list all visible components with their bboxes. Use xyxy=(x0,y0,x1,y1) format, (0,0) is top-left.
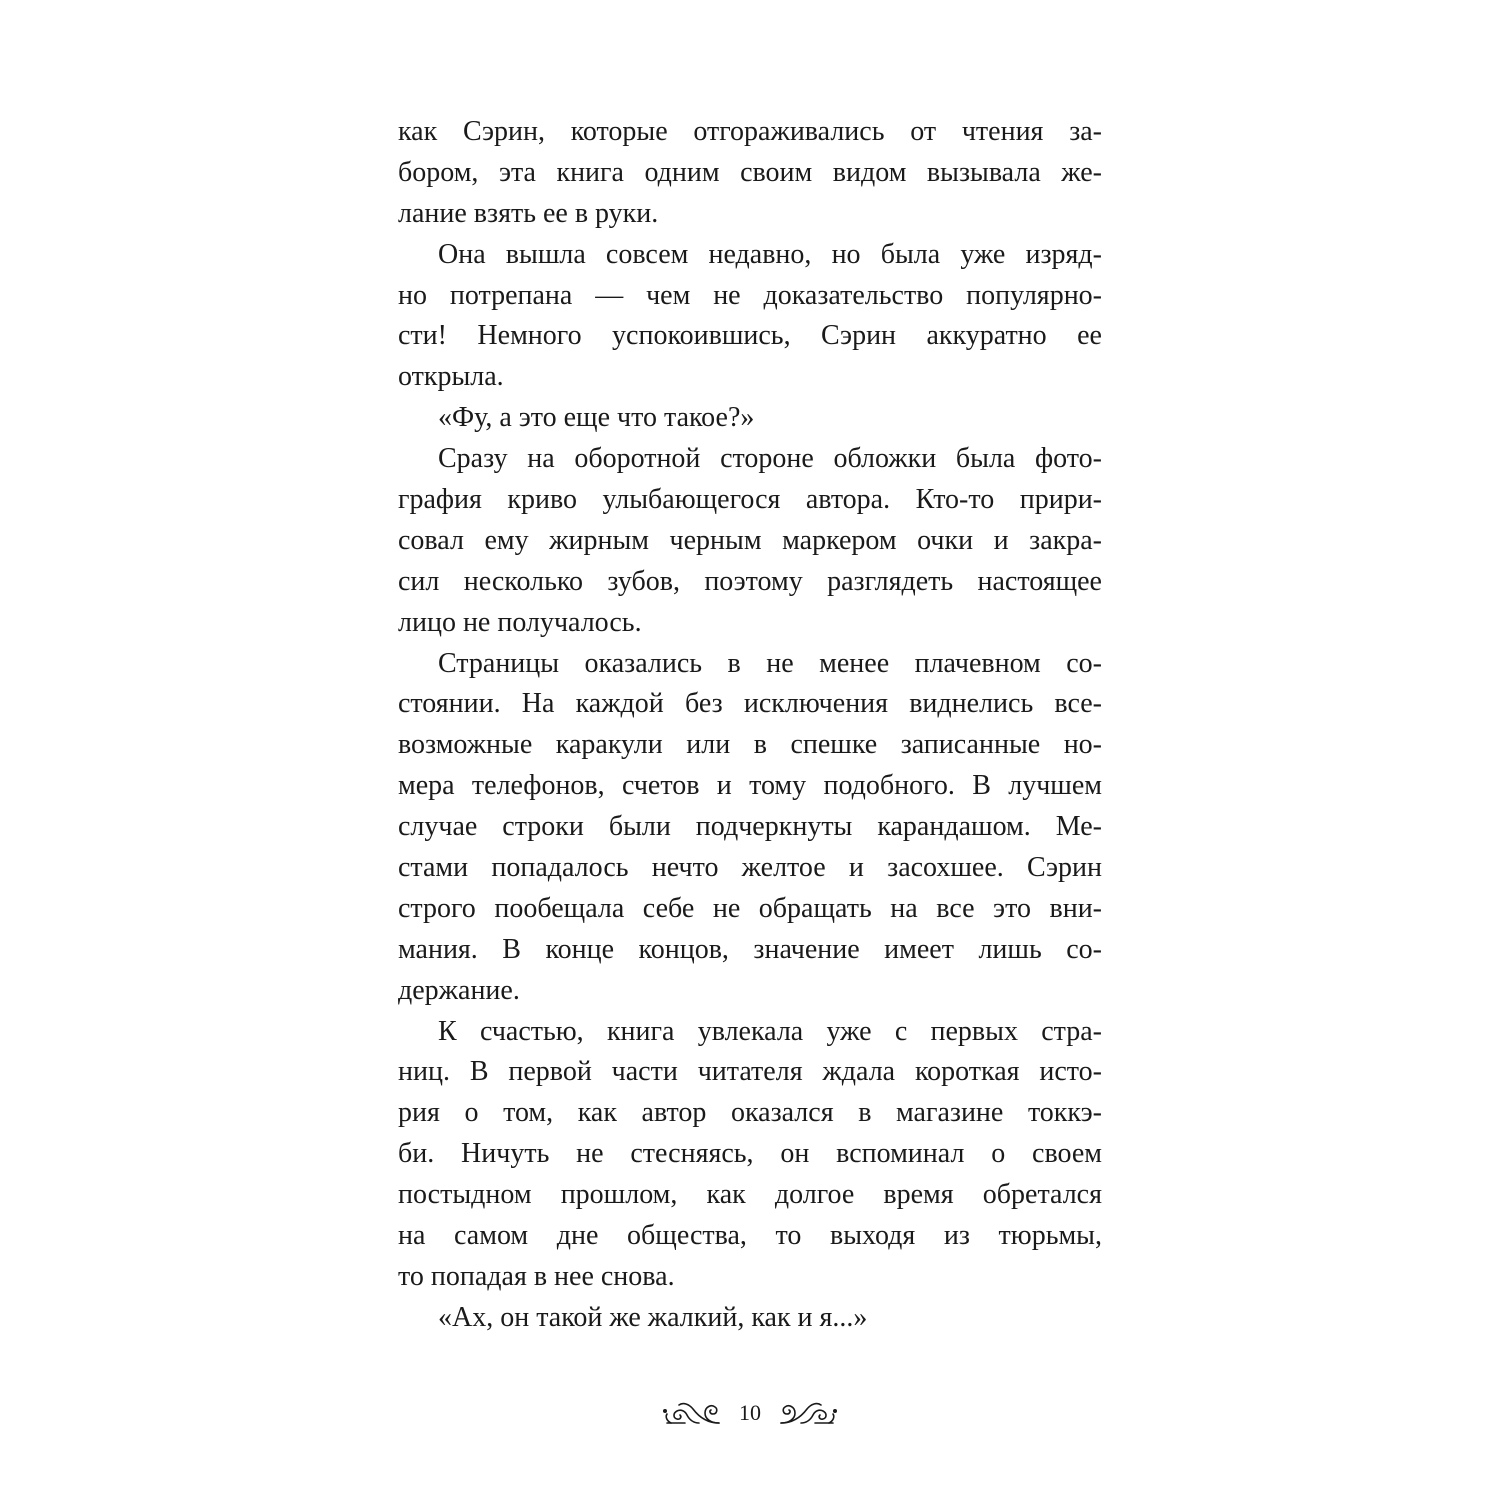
text-line: лицо не получалось. xyxy=(398,606,642,638)
text-line: сил несколько зубов, поэтому разглядеть настоящее xyxy=(398,565,1102,597)
text-line: «Фу, а это еще что такое?» xyxy=(438,402,755,434)
page-number: 10 xyxy=(739,1400,761,1425)
text-line: мера телефонов, счетов и тому подобного. В лучшем xyxy=(398,770,1102,802)
text-line: возможные каракули или в спешке записанные но- xyxy=(398,729,1102,761)
text-line: сти! Немного успокоившись, Сэрин аккуратно ее xyxy=(398,320,1102,352)
text-line: би. Ничуть не стесняясь, он вспоминал о своем xyxy=(398,1138,1102,1170)
text-line: стами попадалось нечто желтое и засохшее. Сэрин xyxy=(398,852,1102,884)
text-line: Страницы оказались в не менее плачевном со- xyxy=(438,647,1102,679)
flourish-right-icon xyxy=(777,1397,841,1429)
text-line: случае строки были подчеркнуты карандашом. Ме- xyxy=(398,811,1102,843)
text-line: совал ему жирным черным маркером очки и закра- xyxy=(398,524,1102,556)
text-line: на самом дне общества, то выходя из тюрьмы, xyxy=(398,1220,1102,1252)
text-line: стоянии. На каждой без исключения виднелись все- xyxy=(398,688,1102,720)
text-line: то попадая в нее снова. xyxy=(398,1260,675,1292)
text-line: открыла. xyxy=(398,361,504,393)
text-line: Сразу на оборотной стороне обложки была фото- xyxy=(438,443,1102,475)
text-line: строго пообещала себе не обращать на все это вни- xyxy=(398,892,1102,924)
text-line: графия криво улыбающегося автора. Кто-то прири- xyxy=(398,484,1102,516)
flourish-left-icon xyxy=(659,1397,723,1429)
text-line: как Сэрин, которые отгораживались от чтения за- xyxy=(398,116,1102,147)
text-line: постыдном прошлом, как долгое время обретался xyxy=(398,1179,1102,1211)
text-line: мания. В конце концов, значение имеет лишь со- xyxy=(398,933,1102,965)
text-line: лание взять ее в руки. xyxy=(398,197,659,229)
body-text xyxy=(398,112,1102,1339)
text-line: держание. xyxy=(398,974,520,1006)
text-line: рия о том, как автор оказался в магазине токкэ- xyxy=(398,1097,1102,1129)
text-line: ниц. В первой части читателя ждала короткая исто- xyxy=(398,1056,1102,1088)
text-line: «Ах, он такой же жалкий, как и я...» xyxy=(438,1301,868,1333)
text-line: бором, эта книга одним своим видом вызывала же- xyxy=(398,156,1102,188)
text-line: Она вышла совсем недавно, но была уже изряд- xyxy=(438,238,1102,270)
page-footer xyxy=(0,1393,1500,1433)
text-line: К счастью, книга увлекала уже с первых стра- xyxy=(438,1015,1102,1047)
text-line: но потрепана — чем не доказательство популярно- xyxy=(398,279,1102,311)
